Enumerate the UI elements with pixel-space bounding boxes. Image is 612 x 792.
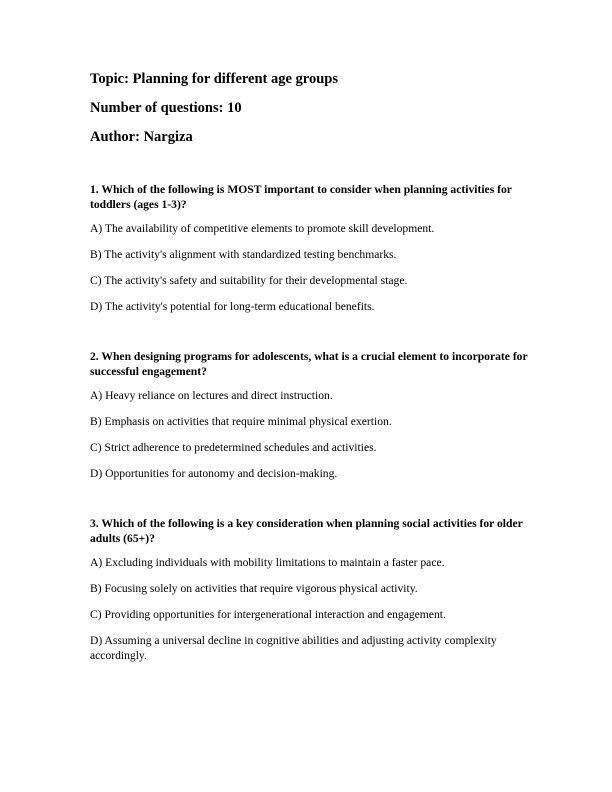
- question-count-value: 10: [227, 100, 242, 116]
- question-1-text: 1. Which of the following is MOST important to consider when planning activities for toddlers (ages 1-3)?: [90, 183, 512, 211]
- question-3-option-b: B) Focusing solely on activities that require vigorous physical activity.: [90, 582, 418, 595]
- question-3: [90, 516, 530, 663]
- question-3-option-d: D) Assuming a universal decline in cognitive abilities and adjusting activity complexity accordingly.: [90, 634, 497, 662]
- question-3-option-a: A) Excluding individuals with mobility limitations to maintain a faster pace.: [90, 556, 445, 569]
- question-2-option-a: A) Heavy reliance on lectures and direct instruction.: [90, 389, 333, 402]
- question-3-option-c: C) Providing opportunities for intergenerational interaction and engagement.: [90, 608, 446, 621]
- question-2-option-b: B) Emphasis on activities that require minimal physical exertion.: [90, 415, 392, 428]
- author-label: Author:: [90, 129, 140, 145]
- topic-line: [90, 70, 530, 88]
- question-spacer: [90, 325, 530, 349]
- question-1-option-a: A) The availability of competitive elements to promote skill development.: [90, 222, 435, 235]
- author-value: Nargiza: [143, 129, 193, 145]
- document-content: [90, 70, 530, 674]
- section-spacer: [90, 157, 530, 182]
- topic-label: Topic:: [90, 71, 129, 87]
- question-spacer: [90, 492, 530, 516]
- question-1-option-c: C) The activity's safety and suitability for their developmental stage.: [90, 274, 408, 287]
- question-1-option-b: B) The activity's alignment with standardized testing benchmarks.: [90, 248, 397, 261]
- author-line: [90, 128, 530, 146]
- question-2-option-d: D) Opportunities for autonomy and decision-making.: [90, 467, 338, 480]
- question-count-line: [90, 99, 530, 117]
- question-1-option-d: D) The activity's potential for long-term educational benefits.: [90, 300, 375, 313]
- topic-value: Planning for different age groups: [132, 71, 339, 87]
- question-2: [90, 349, 530, 481]
- question-count-label: Number of questions:: [90, 100, 224, 116]
- question-2-option-c: C) Strict adherence to predetermined schedules and activities.: [90, 441, 377, 454]
- question-1: [90, 182, 530, 314]
- question-3-text: 3. Which of the following is a key consideration when planning social activities for older adults (65+)?: [90, 517, 523, 545]
- question-2-text: 2. When designing programs for adolescents, what is a crucial element to incorporate for successful engagement?: [90, 350, 528, 378]
